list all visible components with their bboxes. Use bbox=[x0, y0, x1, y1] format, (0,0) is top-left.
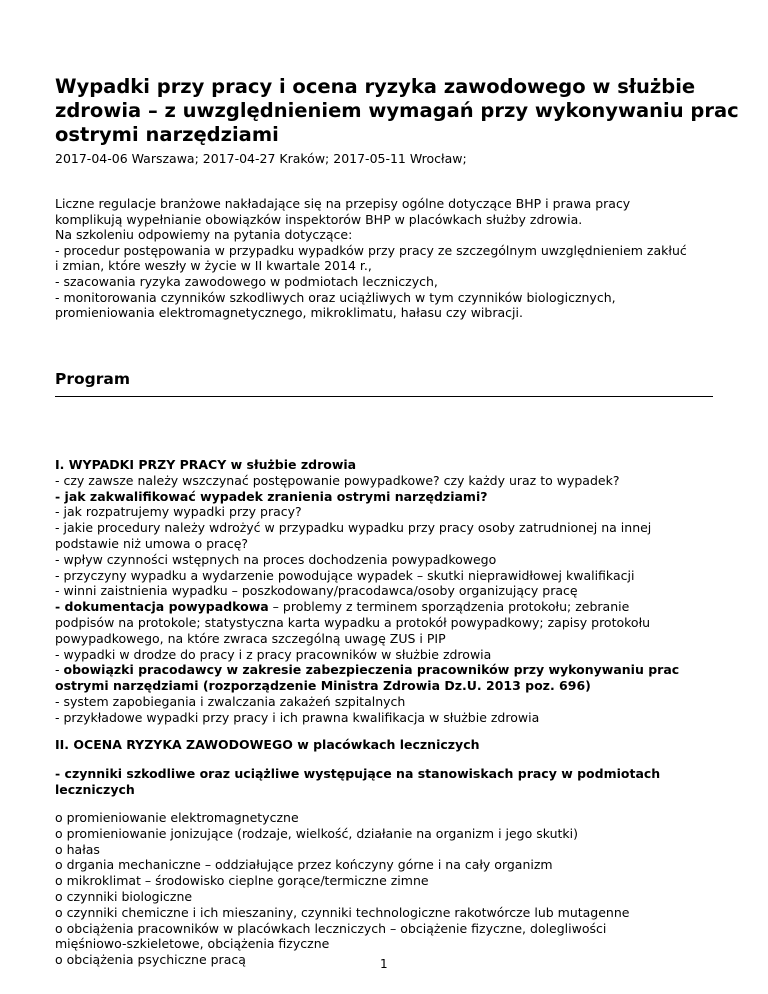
list-item bbox=[55, 662, 717, 678]
list-item: - wypadki w drodze do pracy i z pracy pracowników w służbie zdrowia bbox=[55, 646, 492, 662]
list-item: o czynniki biologiczne bbox=[55, 888, 193, 904]
list-item: - przyczyny wypadku a wydarzenie powodujące wypadek – skutki nieprawidłowej kwalifikacji bbox=[55, 567, 635, 583]
list-item: o obciążenia psychiczne pracą bbox=[55, 952, 246, 968]
risk-factor-list bbox=[55, 810, 717, 968]
list-item: - jakie procedury należy wdrożyć w przypadku wypadku przy pracy osoby zatrudnionej na innej bbox=[55, 520, 652, 536]
list-item bbox=[55, 599, 717, 615]
list-item: - system zapobiegania i zwalczania zakażeń szpitalnych bbox=[55, 693, 406, 709]
intro-paragraph bbox=[55, 196, 717, 321]
intro-line: - monitorowania czynników szkodliwych oraz uciążliwych w tym czynników biologicznych, bbox=[55, 289, 616, 305]
training-dates: 2017-04-06 Warszawa; 2017-04-27 Kraków; 2017-05-11 Wrocław; bbox=[55, 151, 467, 166]
list-item: powypadkowego, na które zwraca szczególną uwagę ZUS i PIP bbox=[55, 630, 446, 646]
bold-phrase: - dokumentacja powypadkowa bbox=[55, 599, 269, 615]
list-item: mięśniowo-szkieletowe, obciążenia fizyczne bbox=[55, 936, 330, 952]
title-line: Wypadki przy pracy i ocena ryzyka zawodowego w służbie bbox=[55, 75, 696, 98]
title-line: ostrymi narzędziami bbox=[55, 123, 279, 146]
list-item: - winni zaistnienia wypadku – poszkodowany/pracodawca/osoby organizujący pracę bbox=[55, 583, 578, 599]
bold-phrase: obowiązki pracodawcy w zakresie zabezpieczenia pracowników przy wykonywaniu prac bbox=[63, 662, 680, 678]
list-item: - przykładowe wypadki przy pracy i ich prawna kwalifikacja w służbie zdrowia bbox=[55, 709, 540, 725]
list-item: o hałas bbox=[55, 841, 100, 857]
plain-phrase: - bbox=[55, 662, 64, 678]
subsection-heading bbox=[55, 766, 717, 798]
intro-line: Liczne regulacje branżowe nakładające się na przepisy ogólne dotyczące BHP i prawa pracy bbox=[55, 196, 631, 211]
intro-line: Na szkoleniu odpowiemy na pytania dotyczące: bbox=[55, 227, 353, 243]
list-item: o drgania mechaniczne – oddziałujące przez kończyny górne i na cały organizm bbox=[55, 857, 553, 873]
intro-line: komplikują wypełnianie obowiązków inspektorów BHP w placówkach służby zdrowia. bbox=[55, 211, 583, 227]
subsection-line: - czynniki szkodliwe oraz uciążliwe występujące na stanowiskach pracy w podmiotach bbox=[55, 766, 661, 781]
list-item: o promieniowanie jonizujące (rodzaje, wielkość, działanie na organizm i jego skutki) bbox=[55, 825, 579, 841]
document-title bbox=[55, 75, 739, 147]
section-heading: II. OCENA RYZYKA ZAWODOWEGO w placówkach leczniczych bbox=[55, 737, 480, 752]
intro-line: i zmian, które weszły w życie w II kwartale 2014 r., bbox=[55, 258, 372, 274]
list-item: o czynniki chemiczne i ich mieszaniny, czynniki technologiczne rakotwórcze lub mutagenne bbox=[55, 904, 630, 920]
horizontal-divider bbox=[55, 396, 713, 397]
list-item: podpisów na protokole; statystyczna karta wypadku a protokół powypadkowy; zapisy protokołu bbox=[55, 614, 651, 630]
list-item: - czy zawsze należy wszczynać postępowanie powypadkowe? czy każdy uraz to wypadek? bbox=[55, 472, 620, 488]
intro-line: promieniowania elektromagnetycznego, mikroklimatu, hałasu czy wibracji. bbox=[55, 305, 523, 321]
intro-line: - procedur postępowania w przypadku wypadków przy pracy ze szczególnym uwzględnieniem zakłuć bbox=[55, 242, 687, 258]
plain-phrase: – problemy z terminem sporządzenia protokołu; zebranie bbox=[268, 599, 630, 615]
list-item: o mikroklimat – środowisko cieplne gorące/termiczne zimne bbox=[55, 873, 429, 889]
page-number: 1 bbox=[380, 957, 388, 971]
list-item: - jak zakwalifikować wypadek zranienia ostrymi narzędziami? bbox=[55, 488, 488, 504]
list-item: o promieniowanie elektromagnetyczne bbox=[55, 810, 299, 825]
list-item: - wpływ czynności wstępnych na proces dochodzenia powypadkowego bbox=[55, 551, 497, 567]
intro-line: - szacowania ryzyka zawodowego w podmiotach leczniczych, bbox=[55, 273, 438, 289]
list-item: - jak rozpatrujemy wypadki przy pracy? bbox=[55, 504, 302, 520]
section-accidents bbox=[55, 457, 717, 726]
section-heading: I. WYPADKI PRZY PRACY w służbie zdrowia bbox=[55, 457, 357, 472]
program-heading: Program bbox=[55, 370, 131, 388]
title-line: zdrowia – z uwzględnieniem wymagań przy wykonywaniu prac bbox=[55, 99, 739, 122]
subsection-line: leczniczych bbox=[55, 782, 135, 797]
list-item: o obciążenia pracowników w placówkach leczniczych – obciążenie fizyczne, dolegliwości bbox=[55, 920, 607, 936]
list-item: podstawie niż umowa o pracę? bbox=[55, 535, 249, 551]
list-item: ostrymi narzędziami (rozporządzenie Ministra Zdrowia Dz.U. 2013 poz. 696) bbox=[55, 678, 591, 694]
